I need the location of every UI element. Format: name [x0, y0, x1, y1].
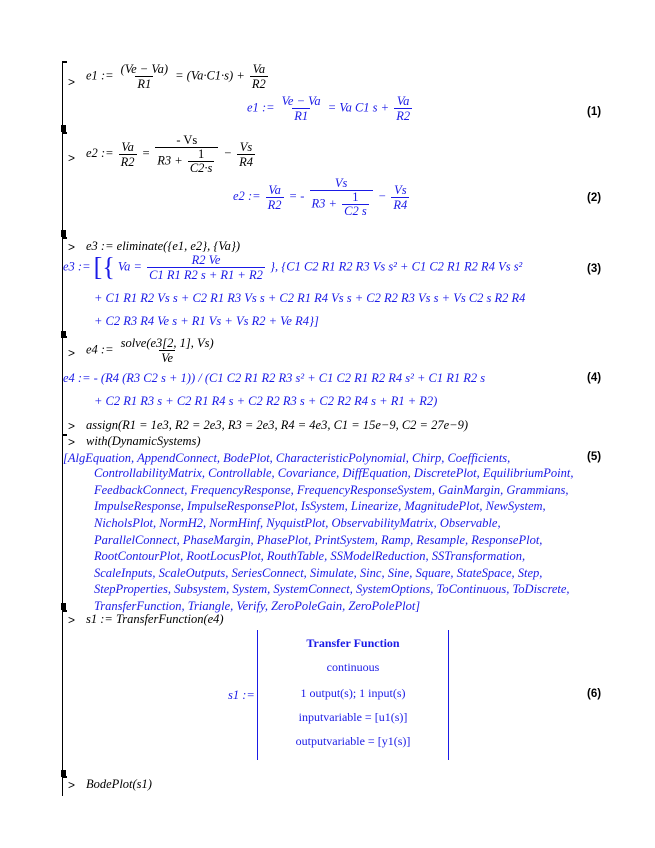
- output-e3-line2: + C1 R1 R2 Vs s + C2 R1 R3 Vs s + C2 R1 R4 Vs s + C2 R2 R3 Vs s + Vs C2 s R2 R4: [94, 291, 526, 305]
- input-bodeplot[interactable]: BodePlot(s1): [86, 777, 152, 791]
- group-bracket-5[interactable]: [62, 418, 63, 434]
- fraction: $\frac{(Ve - Va)}{R1}$: [120, 62, 168, 91]
- with-output-line-10: TransferFunction, Triangle, Verify, ZeroPoleGain, ZeroPolePlot]: [94, 599, 421, 613]
- fraction: $\frac{Vs}{R4}$: [239, 139, 253, 169]
- prompt-1: >: [68, 75, 76, 89]
- output-e3-line3: + C2 R3 R4 Ve s + R1 Vs + Vs R2 + Ve R4}]: [94, 314, 319, 328]
- output-e4-line1: e4 := - (R4 (R3 C2 s + 1)) / (C1 C2 R1 R2 R3 s² + C1 C2 R1 R2 R4 s² + C1 R1 R2 s: [63, 371, 486, 385]
- fraction: Vs R3 + $\frac{1}{C2 s}$: [310, 176, 373, 218]
- group-bracket-8[interactable]: [62, 776, 63, 796]
- equals: =: [175, 68, 184, 83]
- equation-label-2: (2): [587, 192, 602, 204]
- fraction: $\frac{R2 Ve}{C1 R1 R2 s + R1 + R2}$: [149, 253, 263, 282]
- input-s1[interactable]: s1 := TransferFunction(e4): [86, 612, 224, 626]
- with-output-line-3: FeedbackConnect, FrequencyResponse, FrequencyResponseSystem, GainMargin, Grammians,: [94, 483, 569, 497]
- tf-continuous: continuous: [326, 660, 380, 674]
- fraction: - Vs R3 + $\frac{1}{C2\cdot s}$: [155, 133, 218, 175]
- tf-title: Transfer Function: [306, 636, 400, 650]
- equation-label-6: (6): [587, 688, 602, 700]
- fraction: $\frac{Ve - Va}{R1}$: [281, 94, 321, 123]
- equation-label-3: (3): [587, 263, 602, 275]
- prompt-7: >: [68, 613, 76, 627]
- with-output-line-4: ImpulseResponse, ImpulseResponsePlot, IsSystem, Linearize, MagnitudePlot, NewSystem,: [94, 499, 546, 513]
- output-e2: e2 := $\frac{Va}{R2}$ = - Vs R3 + $\frac{1}{C2 s}$ − $\frac{Vs}{R4}$: [233, 176, 408, 218]
- fraction: $\frac{Vs}{R4}$: [393, 182, 408, 212]
- assign-op: :=: [100, 68, 114, 83]
- input-e4[interactable]: e4 := $\frac{\text{solve(e3[2, 1], Vs)}}{Ve}$: [86, 336, 214, 365]
- input-e2[interactable]: e2 := $\frac{Va}{R2}$ = - Vs R3 + $\frac{1}{C2\cdot s}$ − $\frac{Vs}{R4}$: [86, 133, 253, 175]
- group-marker-2: [61, 230, 66, 237]
- prompt-8: >: [68, 778, 76, 792]
- fraction: $\frac{Va}{R2}$: [251, 62, 266, 91]
- prompt-2: >: [68, 151, 76, 165]
- output-e3-line1: e3 := [{ Va = $\frac{R2 Ve}{C1 R1 R2 s + R1 + R2}$ }, {C1 C2 R1 R2 R3 Vs s² + C1 C2 R1 R2 R4 Vs s²: [63, 252, 523, 282]
- fraction: $\frac{Va}{R2}$: [396, 94, 411, 123]
- output-e4-line2: + C2 R1 R3 s + C2 R1 R4 s + C2 R2 R3 s + C2 R2 R4 s + R1 + R2): [94, 394, 438, 408]
- equation-label-1: (1): [587, 106, 602, 118]
- e1-lhs: e1: [86, 68, 98, 83]
- with-output-line-2: ControllabilityMatrix, Controllable, Covariance, DiffEquation, DiscretePlot, EquilibriumPoint,: [94, 466, 574, 480]
- group-marker-6: [61, 603, 66, 610]
- group-bracket-2[interactable]: [62, 132, 63, 235]
- with-output-line-7: RootContourPlot, RootLocusPlot, RouthTable, SSModelReduction, SSTransformation,: [94, 549, 526, 563]
- equation-label-4: (4): [587, 372, 602, 384]
- input-assign[interactable]: assign(R1 = 1e3, R2 = 2e3, R3 = 2e3, R4 = 4e3, C1 = 15e−9, C2 = 27e−9): [86, 418, 469, 432]
- prompt-5: >: [68, 419, 76, 433]
- group-marker-1: [61, 125, 66, 132]
- input-e1[interactable]: [86, 62, 270, 91]
- group-bracket-7[interactable]: [62, 610, 63, 776]
- tf-inputvariable: inputvariable = [u1(s)]: [298, 710, 408, 724]
- with-output-line-5: NicholsPlot, NormH2, NormHinf, NyquistPlot, ObservabilityMatrix, Observable,: [94, 516, 501, 530]
- group-bracket-1[interactable]: [62, 61, 63, 127]
- with-output-line-9: StepProperties, Subsystem, System, SystemConnect, SystemOptions, ToContinuous, ToDiscrete,: [94, 582, 570, 596]
- prompt-3: >: [68, 240, 76, 254]
- e1-middle: (Va·C1·s) +: [186, 68, 245, 83]
- transfer-function-object: [257, 630, 449, 760]
- with-output-line-1: [AlgEquation, AppendConnect, BodePlot, CharacteristicPolynomial, Chirp, Coefficients,: [63, 451, 511, 465]
- tf-outputvariable: outputvariable = [y1(s)]: [295, 734, 411, 748]
- equation-label-5: (5): [587, 451, 602, 463]
- fraction: $\frac{Va}{R2}$: [267, 182, 282, 212]
- prompt-4: >: [68, 346, 76, 360]
- group-bracket-3[interactable]: [62, 237, 63, 335]
- fraction: $\frac{\text{solve(e3[2, 1], Vs)}}{Ve}$: [120, 336, 214, 365]
- with-output-line-8: ScaleInputs, ScaleOutputs, SeriesConnect, Simulate, Sinc, Sine, Square, StateSpace, Step,: [94, 566, 543, 580]
- fraction: $\frac{Va}{R2}$: [120, 139, 135, 169]
- input-with[interactable]: with(DynamicSystems): [86, 434, 201, 448]
- input-e3[interactable]: e3 := eliminate({e1, e2}, {Va}): [86, 239, 241, 253]
- s1-lhs: s1 :=: [228, 688, 255, 702]
- tf-io-count: 1 output(s); 1 input(s): [300, 686, 406, 700]
- prompt-6: >: [68, 435, 76, 449]
- with-output-line-6: ParallelConnect, PhaseMargin, PhasePlot, PrintSystem, Ramp, Resample, ResponsePlot,: [94, 533, 543, 547]
- output-e1: e1 := $\frac{Ve - Va}{R1}$ = Va C1 s + $\frac{Va}{R2}$: [247, 94, 411, 123]
